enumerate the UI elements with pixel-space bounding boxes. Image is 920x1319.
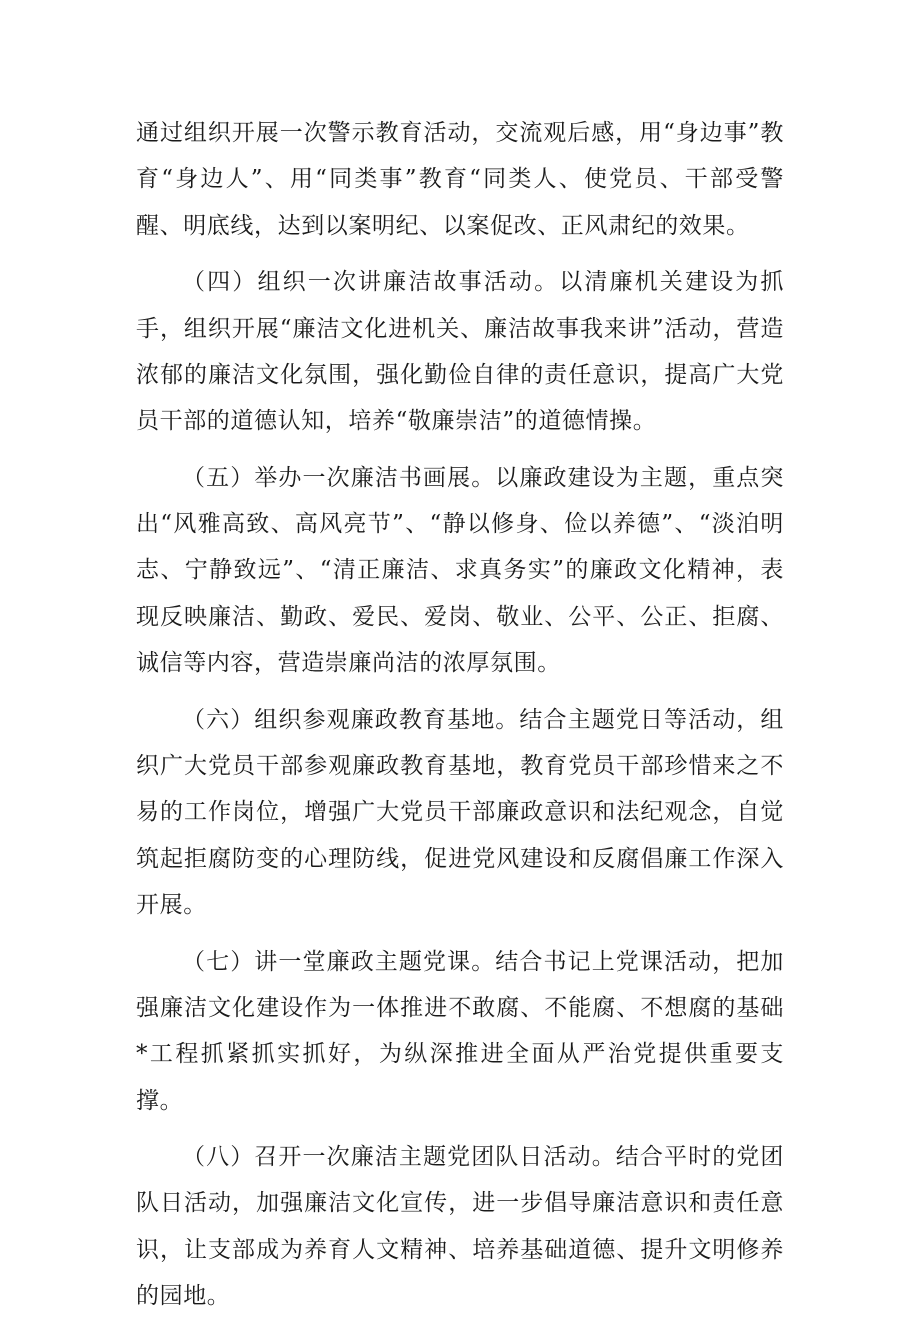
document-body bbox=[136, 110, 784, 1319]
paragraph-continuation: 通过组织开展一次警示教育活动，交流观后感，用“身边事”教育“身边人”、用“同类事”教育“同类人、使党员、干部受警醒、明底线，达到以案明纪、以案促改、正风肃纪的效果。 bbox=[136, 120, 784, 239]
paragraph-item-5: （五）举办一次廉洁书画展。以廉政建设为主题，重点突出“风雅高致、高风亮节”、“静以修身、俭以养德”、“淡泊明志、宁静致远”、“清正廉洁、求真务实”的廉政文化精神，表现反映廉洁、勤政、爱民、爱岗、敬业、公平、公正、拒腐、诚信等内容，营造崇廉尚洁的浓厚氛围。 bbox=[136, 464, 784, 677]
paragraph-item-6: （六）组织参观廉政教育基地。结合主题党日等活动，组织广大党员干部参观廉政教育基地，教育党员干部珍惜来之不易的工作岗位，增强广大党员干部廉政意识和法纪观念，自觉筑起拒腐防变的心理防线，促进党风建设和反腐倡廉工作深入开展。 bbox=[136, 706, 784, 918]
paragraph-item-7: （七）讲一堂廉政主题党课。结合书记上党课活动，把加强廉洁文化建设作为一体推进不敢腐、不能腐、不想腐的基础*工程抓紧抓实抓好，为纵深推进全面从严治党提供重要支撑。 bbox=[136, 948, 784, 1114]
paragraph-item-4: （四）组织一次讲廉洁故事活动。以清廉机关建设为抓手，组织开展“廉洁文化进机关、廉洁故事我来讲”活动，营造浓郁的廉洁文化氛围，强化勤俭自律的责任意识，提高广大党员干部的道德认知，培养“敬廉崇洁”的道德情操。 bbox=[136, 269, 784, 435]
paragraph-item-8: （八）召开一次廉洁主题党团队日活动。结合平时的党团队日活动，加强廉洁文化宣传，进一步倡导廉洁意识和责任意识，让支部成为养育人文精神、培养基础道德、提升文明修养的园地。 bbox=[136, 1144, 784, 1310]
